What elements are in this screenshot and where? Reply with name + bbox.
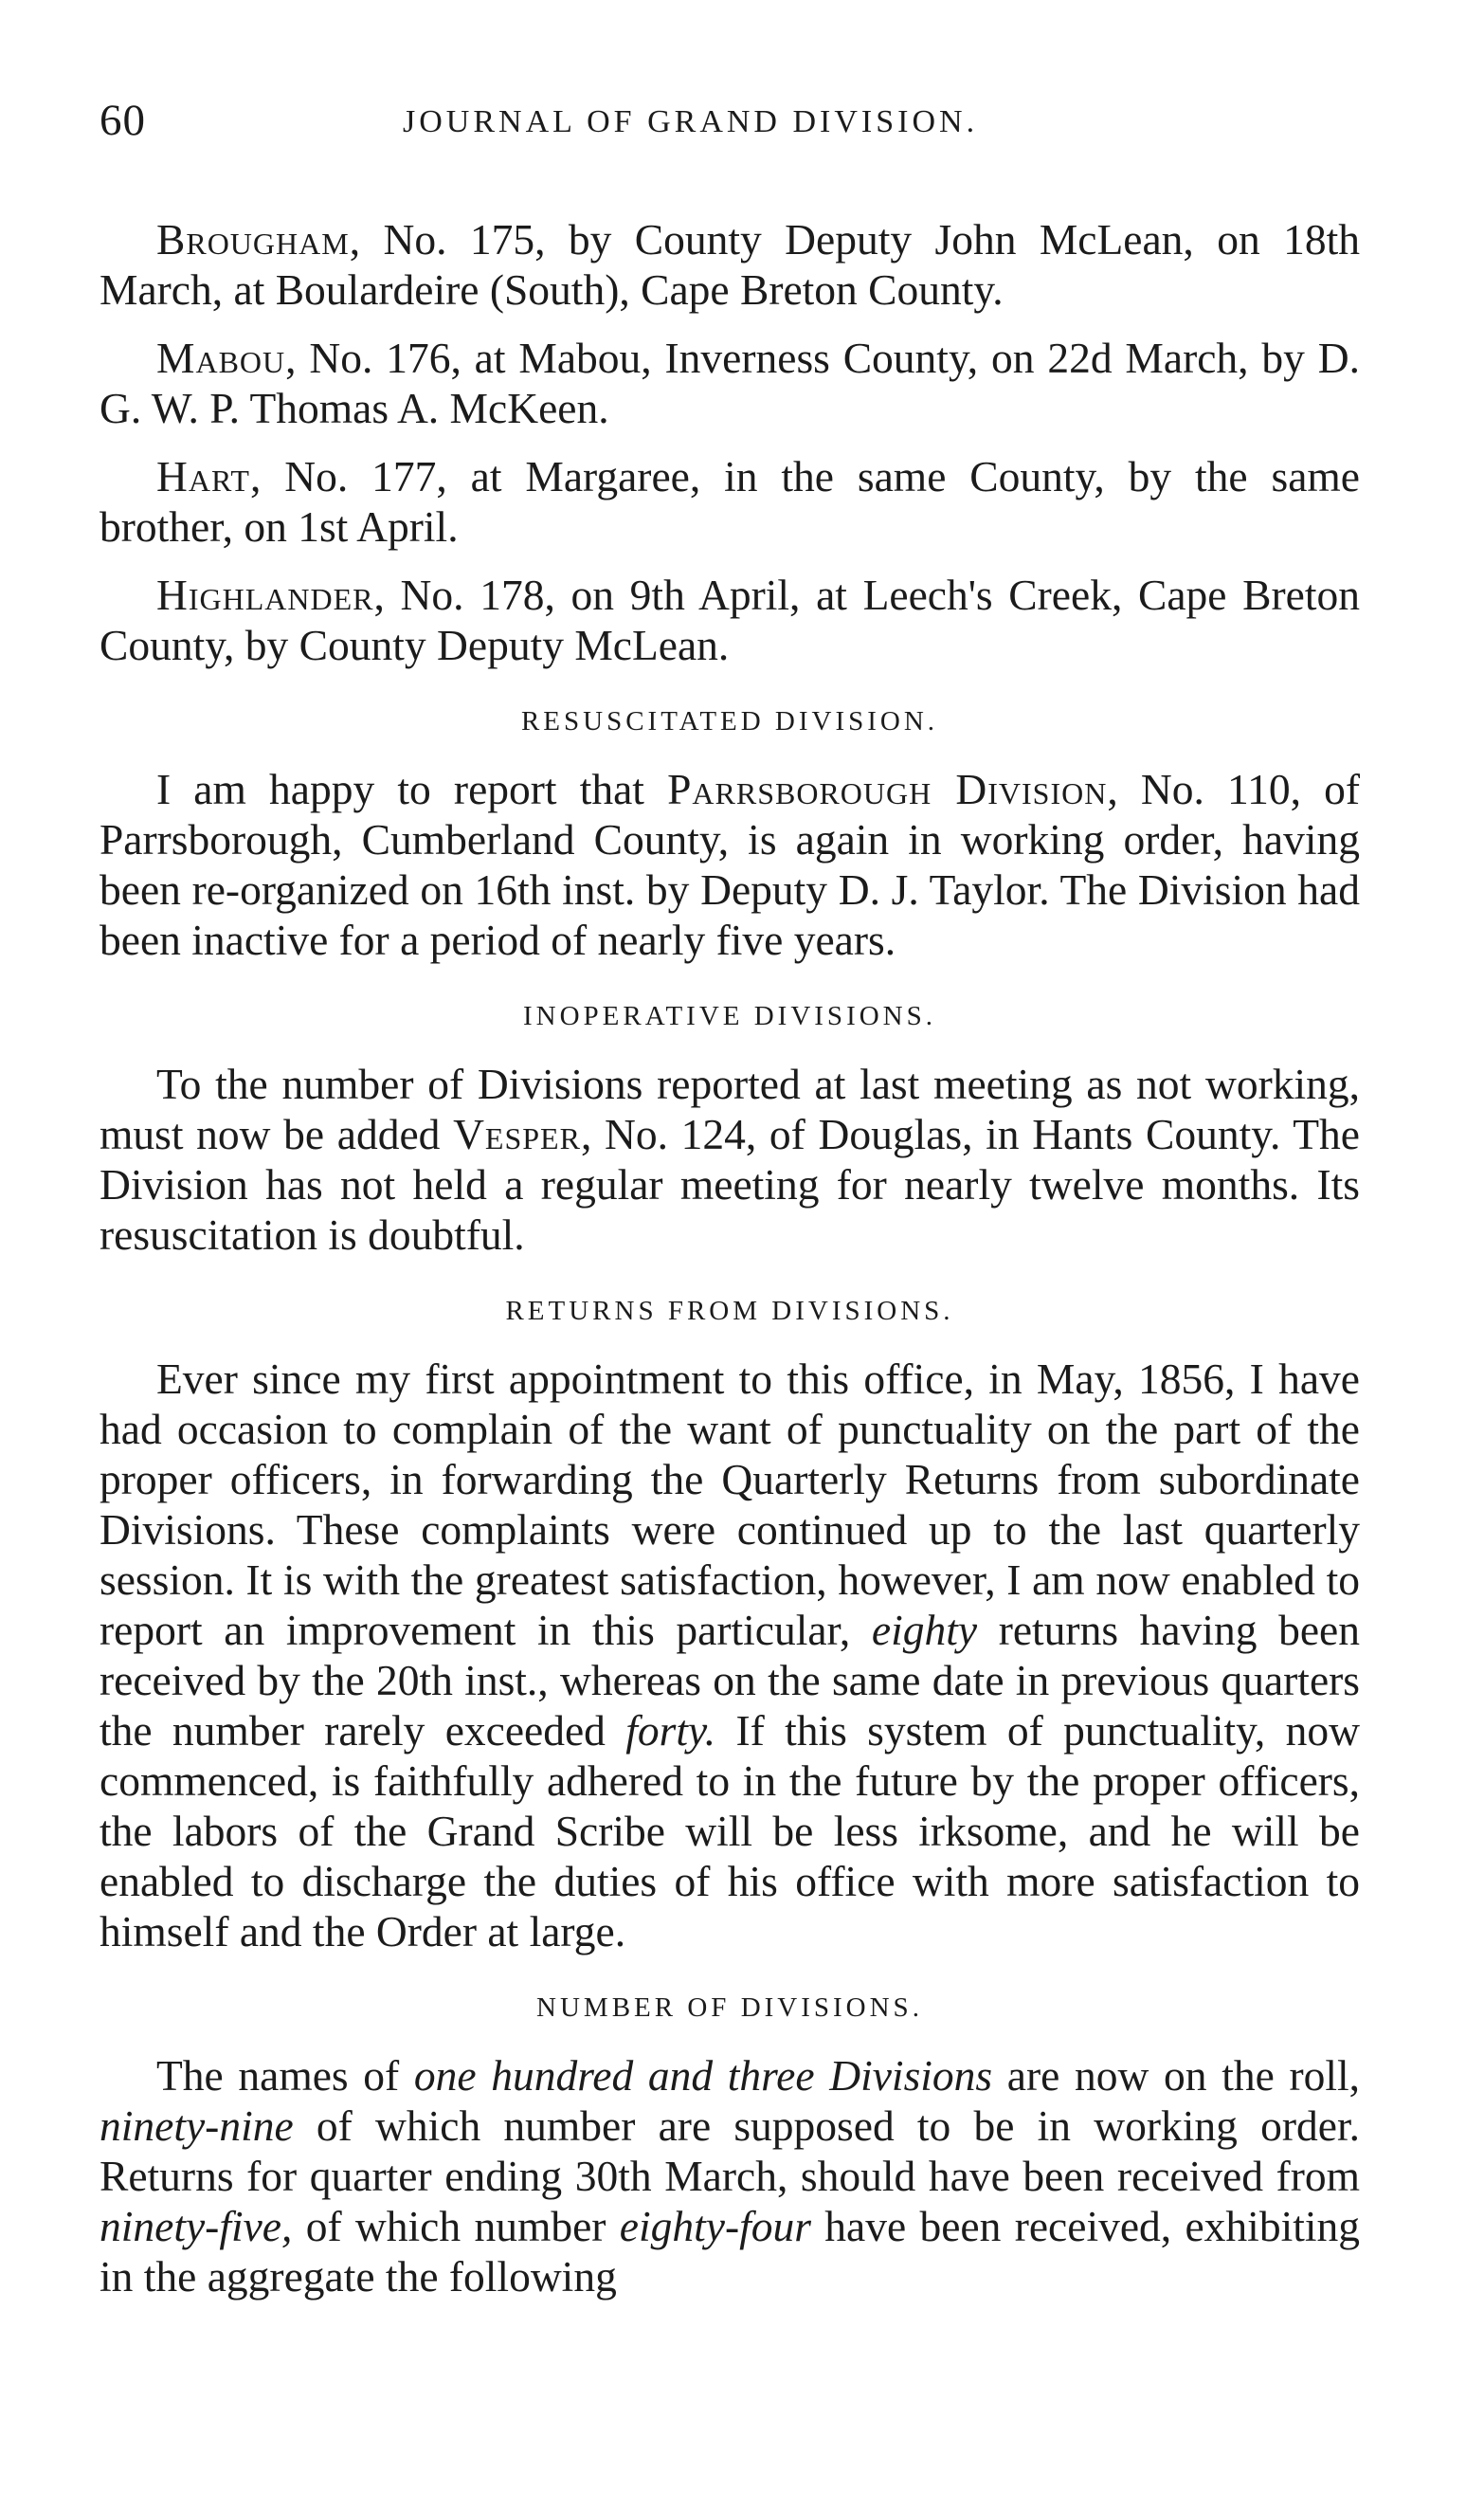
entry-text-brougham: , No. 175, by County Deputy John McLean, on 18th March, at Boulardeire (South), Cape Breton County. <box>100 215 1360 314</box>
number-text-4: of which number <box>292 2202 620 2250</box>
section-heading-resuscitated: RESUSCITATED DIVISION. <box>520 706 939 737</box>
number-italic-3: ninety-five, <box>100 2202 293 2250</box>
number-italic-1: one hundred and three Divisions <box>413 2051 993 2100</box>
new-division-entry-highlander <box>100 570 1360 670</box>
running-head <box>100 95 1360 161</box>
division-name-brougham: Brougham <box>156 215 350 264</box>
new-division-entry-hart <box>100 451 1360 552</box>
number-text-1: The names of <box>156 2051 414 2100</box>
returns-italic-1: eighty <box>871 1606 978 1654</box>
inoperative-text-after: , No. 124, of Douglas, in Hants County. The Division has not held a regular meeting for nearly twelve months. Its resuscitation is doubtful. <box>100 1110 1360 1259</box>
journal-title: JOURNAL OF GRAND DIVISION. <box>403 104 979 139</box>
number-text-2: are now on the roll, <box>992 2051 1361 2100</box>
inoperative-division-name: Vesper <box>453 1110 581 1158</box>
entry-text-mabou: , No. 176, at Mabou, Inverness County, on 22d March, by D. G. W. P. Thomas A. McKeen. <box>100 334 1360 432</box>
section-heading-returns: RETURNS FROM DIVISIONS. <box>505 1296 954 1326</box>
returns-italic-2: forty. <box>625 1706 716 1755</box>
entry-text-highlander: , No. 178, on 9th April, at Leech's Creek, Cape Breton County, by County Deputy McLean. <box>100 571 1360 669</box>
entry-text-hart: , No. 177, at Margaree, in the same County, by the same brother, on 1st April. <box>100 452 1360 551</box>
page-number: 60 <box>100 96 146 145</box>
resuscitated-division-name: Parrsborough Division <box>667 765 1108 813</box>
returns-text-3: If this system of punctuality, now commenced, is faithfully adhered to in the future by the proper officers, the labors of the Grand Scribe will be less irksome, and he will be enabled to discharge the duties of his office with more satisfaction to himself and the Order at large. <box>100 1706 1360 1955</box>
inoperative-paragraph <box>100 1059 1360 1260</box>
new-division-entry-mabou <box>100 333 1360 433</box>
resuscitated-paragraph <box>100 764 1360 965</box>
division-name-mabou: Mabou <box>156 334 286 382</box>
resuscitated-text-before: I am happy to report that <box>156 765 668 813</box>
number-text-5: have been received, exhibiting in the aggregate the following <box>100 2202 1360 2301</box>
number-italic-2: ninety-nine <box>100 2101 294 2150</box>
section-heading-inoperative: INOPERATIVE DIVISIONS. <box>523 1001 936 1031</box>
number-italic-4: eighty-four <box>619 2202 811 2250</box>
returns-text-1: Ever since my first appointment to this office, in May, 1856, I have had occasion to complain of the want of punctuality on the part of the proper officers, in forwarding the Quarterly Returns from subordinate Divisions. These complaints were continued up to the last quarterly session. It is with the greatest satisfaction, however, I am now enabled to report an improvement in this particular, <box>100 1355 1360 1654</box>
new-division-entry-brougham <box>100 214 1360 315</box>
resuscitated-text-after: , No. 110, of Parrsborough, Cumberland County, is again in working order, having been re-organized on 16th inst. by Deputy D. J. Taylor. The Division had been inactive for a period of nearly five years. <box>100 765 1360 964</box>
returns-paragraph <box>100 1354 1360 1956</box>
number-paragraph <box>100 2050 1360 2301</box>
inoperative-text-before: To the number of Divisions reported at last meeting as not working, must now be added <box>100 1060 1360 1158</box>
returns-text-2: returns having been received by the 20th inst., whereas on the same date in previous quarters the number rarely exceeded <box>100 1606 1360 1755</box>
number-text-3: of which number are supposed to be in working order. Returns for quarter ending 30th March, should have been received from <box>100 2101 1360 2200</box>
division-name-highlander: Highlander <box>156 571 374 619</box>
division-name-hart: Hart <box>156 452 250 500</box>
book-page <box>100 95 1360 2301</box>
section-heading-number: NUMBER OF DIVISIONS. <box>536 1992 923 2023</box>
